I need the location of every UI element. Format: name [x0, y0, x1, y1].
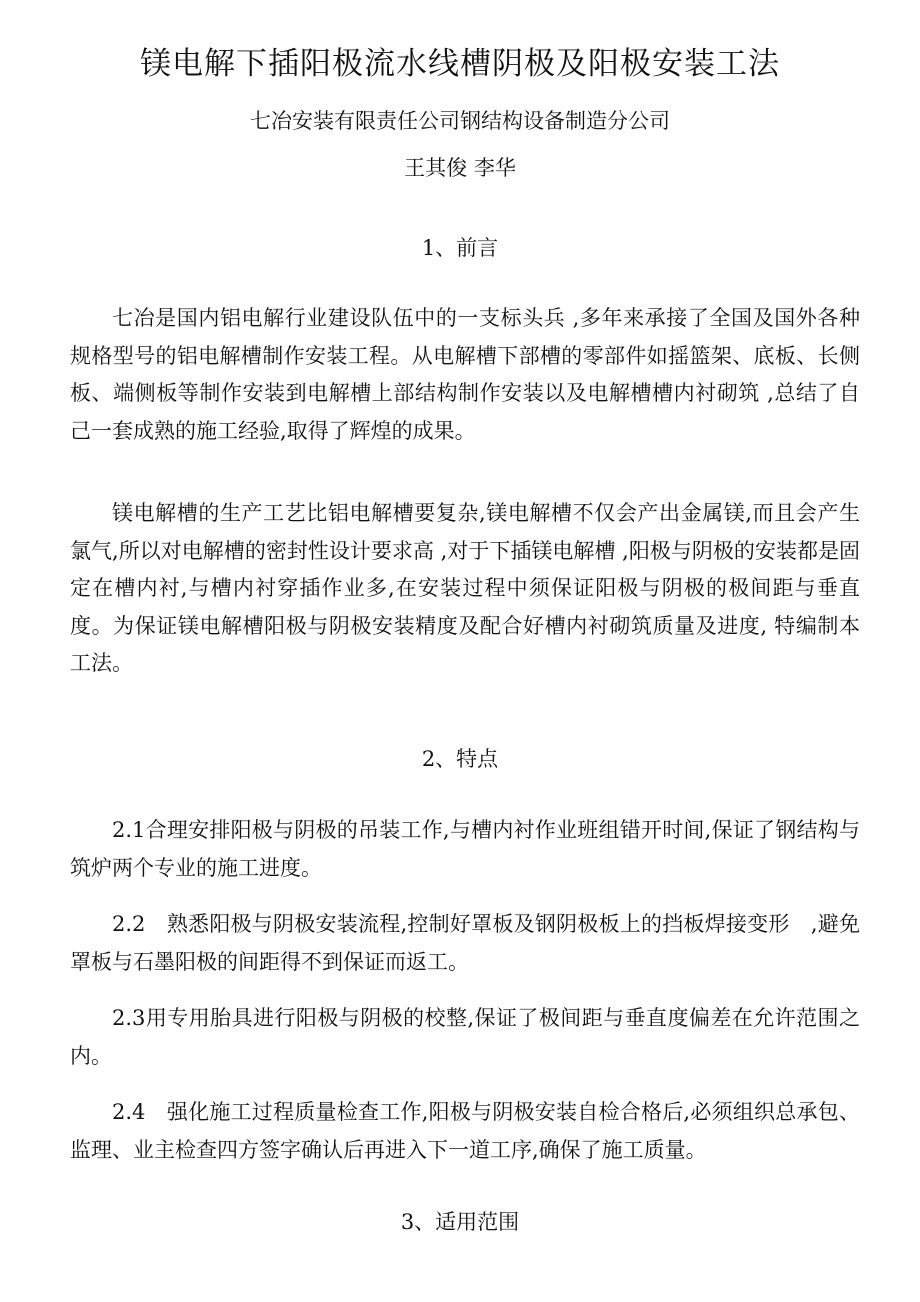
section-heading-features: 2、特点 — [421, 747, 499, 771]
paragraph-feature-2-4: 2.4 强化施工过程质量检查工作,阳极与阴极安装自检合格后,必须组织总承包、监理、业主检查四方签字确认后再进入下一道工序,确保了施工质量。 — [70, 1100, 860, 1162]
paragraph-feature-2-3: 2.3用专用胎具进行阳极与阴极的校整,保证了极间距与垂直度偏差在允许范围之内。 — [70, 1006, 860, 1068]
organization-line: 七冶安装有限责任公司钢结构设备制造分公司 — [250, 109, 670, 133]
section-heading-scope: 3、适用范围 — [400, 1210, 520, 1234]
paragraph-feature-2-1: 2.1合理安排阳极与阴极的吊装工作,与槽内衬作业班组错开时间,保证了钢结构与筑炉两个专业的施工进度。 — [70, 818, 860, 880]
authors-line: 王其俊 李华 — [404, 156, 516, 180]
paragraph-feature-2-2: 2.2 熟悉阳极与阴极安装流程,控制好罩板及钢阴极板上的挡板焊接变形 ,避免罩板与石墨阳极的间距得不到保证而返工。 — [70, 912, 860, 974]
paragraph-preface-1: 七冶是国内铝电解行业建设队伍中的一支标头兵 ,多年来承接了全国及国外各种规格型号的铝电解槽制作安装工程。从电解槽下部槽的零部件如摇篮架、底板、长侧板、端侧板等制作安装到电解槽上部结构制作安装以及电解槽槽内衬砌筑 ,总结了自己一套成熟的施工经验,取得了辉煌的成果。 — [70, 306, 860, 443]
paragraph-preface-2: 镁电解槽的生产工艺比铝电解槽要复杂,镁电解槽不仅会产出金属镁,而且会产生氯气,所以对电解槽的密封性设计要求高 ,对于下插镁电解槽 ,阳极与阴极的安装都是固定在槽内衬,与槽内衬穿插作业多,在安装过程中须保证阳极与阴极的极间距与垂直度。为保证镁电解槽阳极与阴极安装精度及配合好槽内衬砌筑质量及进度, 特编制本工法。 — [70, 501, 860, 675]
section-heading-preface: 1、前言 — [421, 236, 499, 260]
document-title: 镁电解下插阳极流水线槽阴极及阳极安装工法 — [140, 46, 780, 82]
